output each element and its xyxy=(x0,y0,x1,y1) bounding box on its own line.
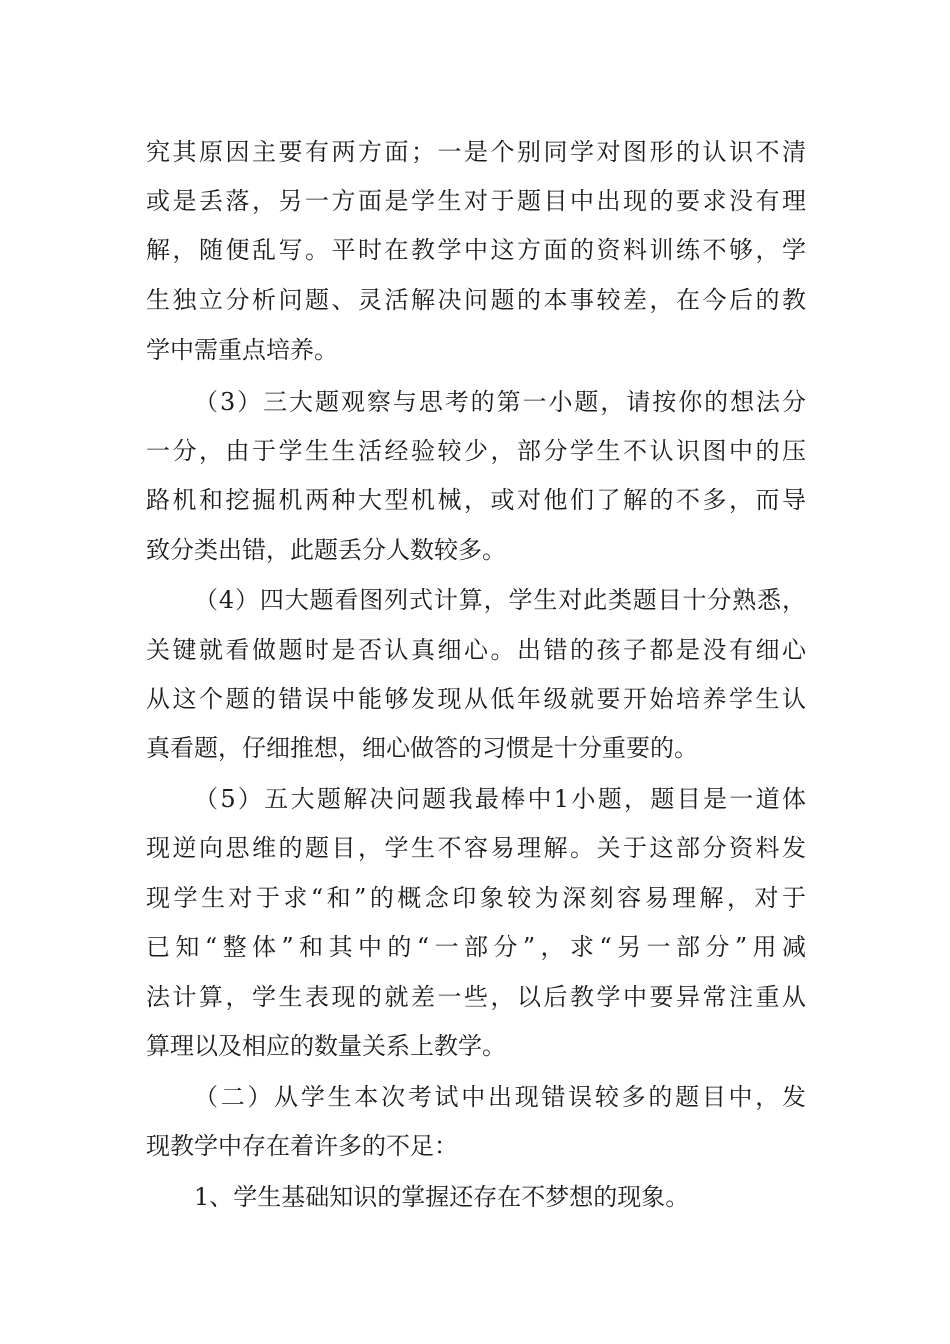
paragraph-start-line: （3）三大题观察与思考的第一小题，请按你的想法分 xyxy=(194,388,806,416)
text-line: 解，随便乱写。平时在教学中这方面的资料训练不够，学 xyxy=(146,236,806,264)
text-line: 真看题，仔细推想，细心做答的习惯是十分重要的。 xyxy=(146,734,698,762)
text-line: 致分类出错，此题丢分人数较多。 xyxy=(146,536,506,564)
text-line: 路机和挖掘机两种大型机械，或对他们了解的不多，而导 xyxy=(146,486,806,514)
text-line: 从这个题的错误中能够发现从低年级就要开始培养学生认 xyxy=(146,685,806,713)
text-line: 生独立分析问题、灵活解决问题的本事较差，在今后的教 xyxy=(146,286,806,314)
paragraph-start-line: （5）五大题解决问题我最棒中1小题，题目是一道体 xyxy=(194,785,806,813)
text-line: 关键就看做题时是否认真细心。出错的孩子都是没有细心 xyxy=(146,636,806,664)
text-line: 现教学中存在着许多的不足： xyxy=(146,1132,458,1160)
text-line: 算理以及相应的数量关系上教学。 xyxy=(146,1032,506,1060)
list-item-line: 1、学生基础知识的掌握还存在不梦想的现象。 xyxy=(194,1183,690,1211)
text-line: 现学生对于求“和”的概念印象较为深刻容易理解，对于 xyxy=(146,884,806,912)
paragraph-start-line: （4）四大题看图列式计算，学生对此类题目十分熟悉， xyxy=(194,586,806,614)
text-line: 究其原因主要有两方面；一是个别同学对图形的认识不清 xyxy=(146,138,806,166)
text-line: 一分，由于学生生活经验较少，部分学生不认识图中的压 xyxy=(146,437,806,465)
text-line: 现逆向思维的题目，学生不容易理解。关于这部分资料发 xyxy=(146,834,806,862)
text-line: 或是丢落，另一方面是学生对于题目中出现的要求没有理 xyxy=(146,187,806,215)
paragraph-start-line: （二）从学生本次考试中出现错误较多的题目中，发 xyxy=(194,1083,806,1111)
text-line: 法计算，学生表现的就差一些，以后教学中要异常注重从 xyxy=(146,983,806,1011)
text-line: 学中需重点培养。 xyxy=(146,336,338,364)
text-line: 已知“整体”和其中的“一部分”，求“另一部分”用减 xyxy=(146,933,806,961)
